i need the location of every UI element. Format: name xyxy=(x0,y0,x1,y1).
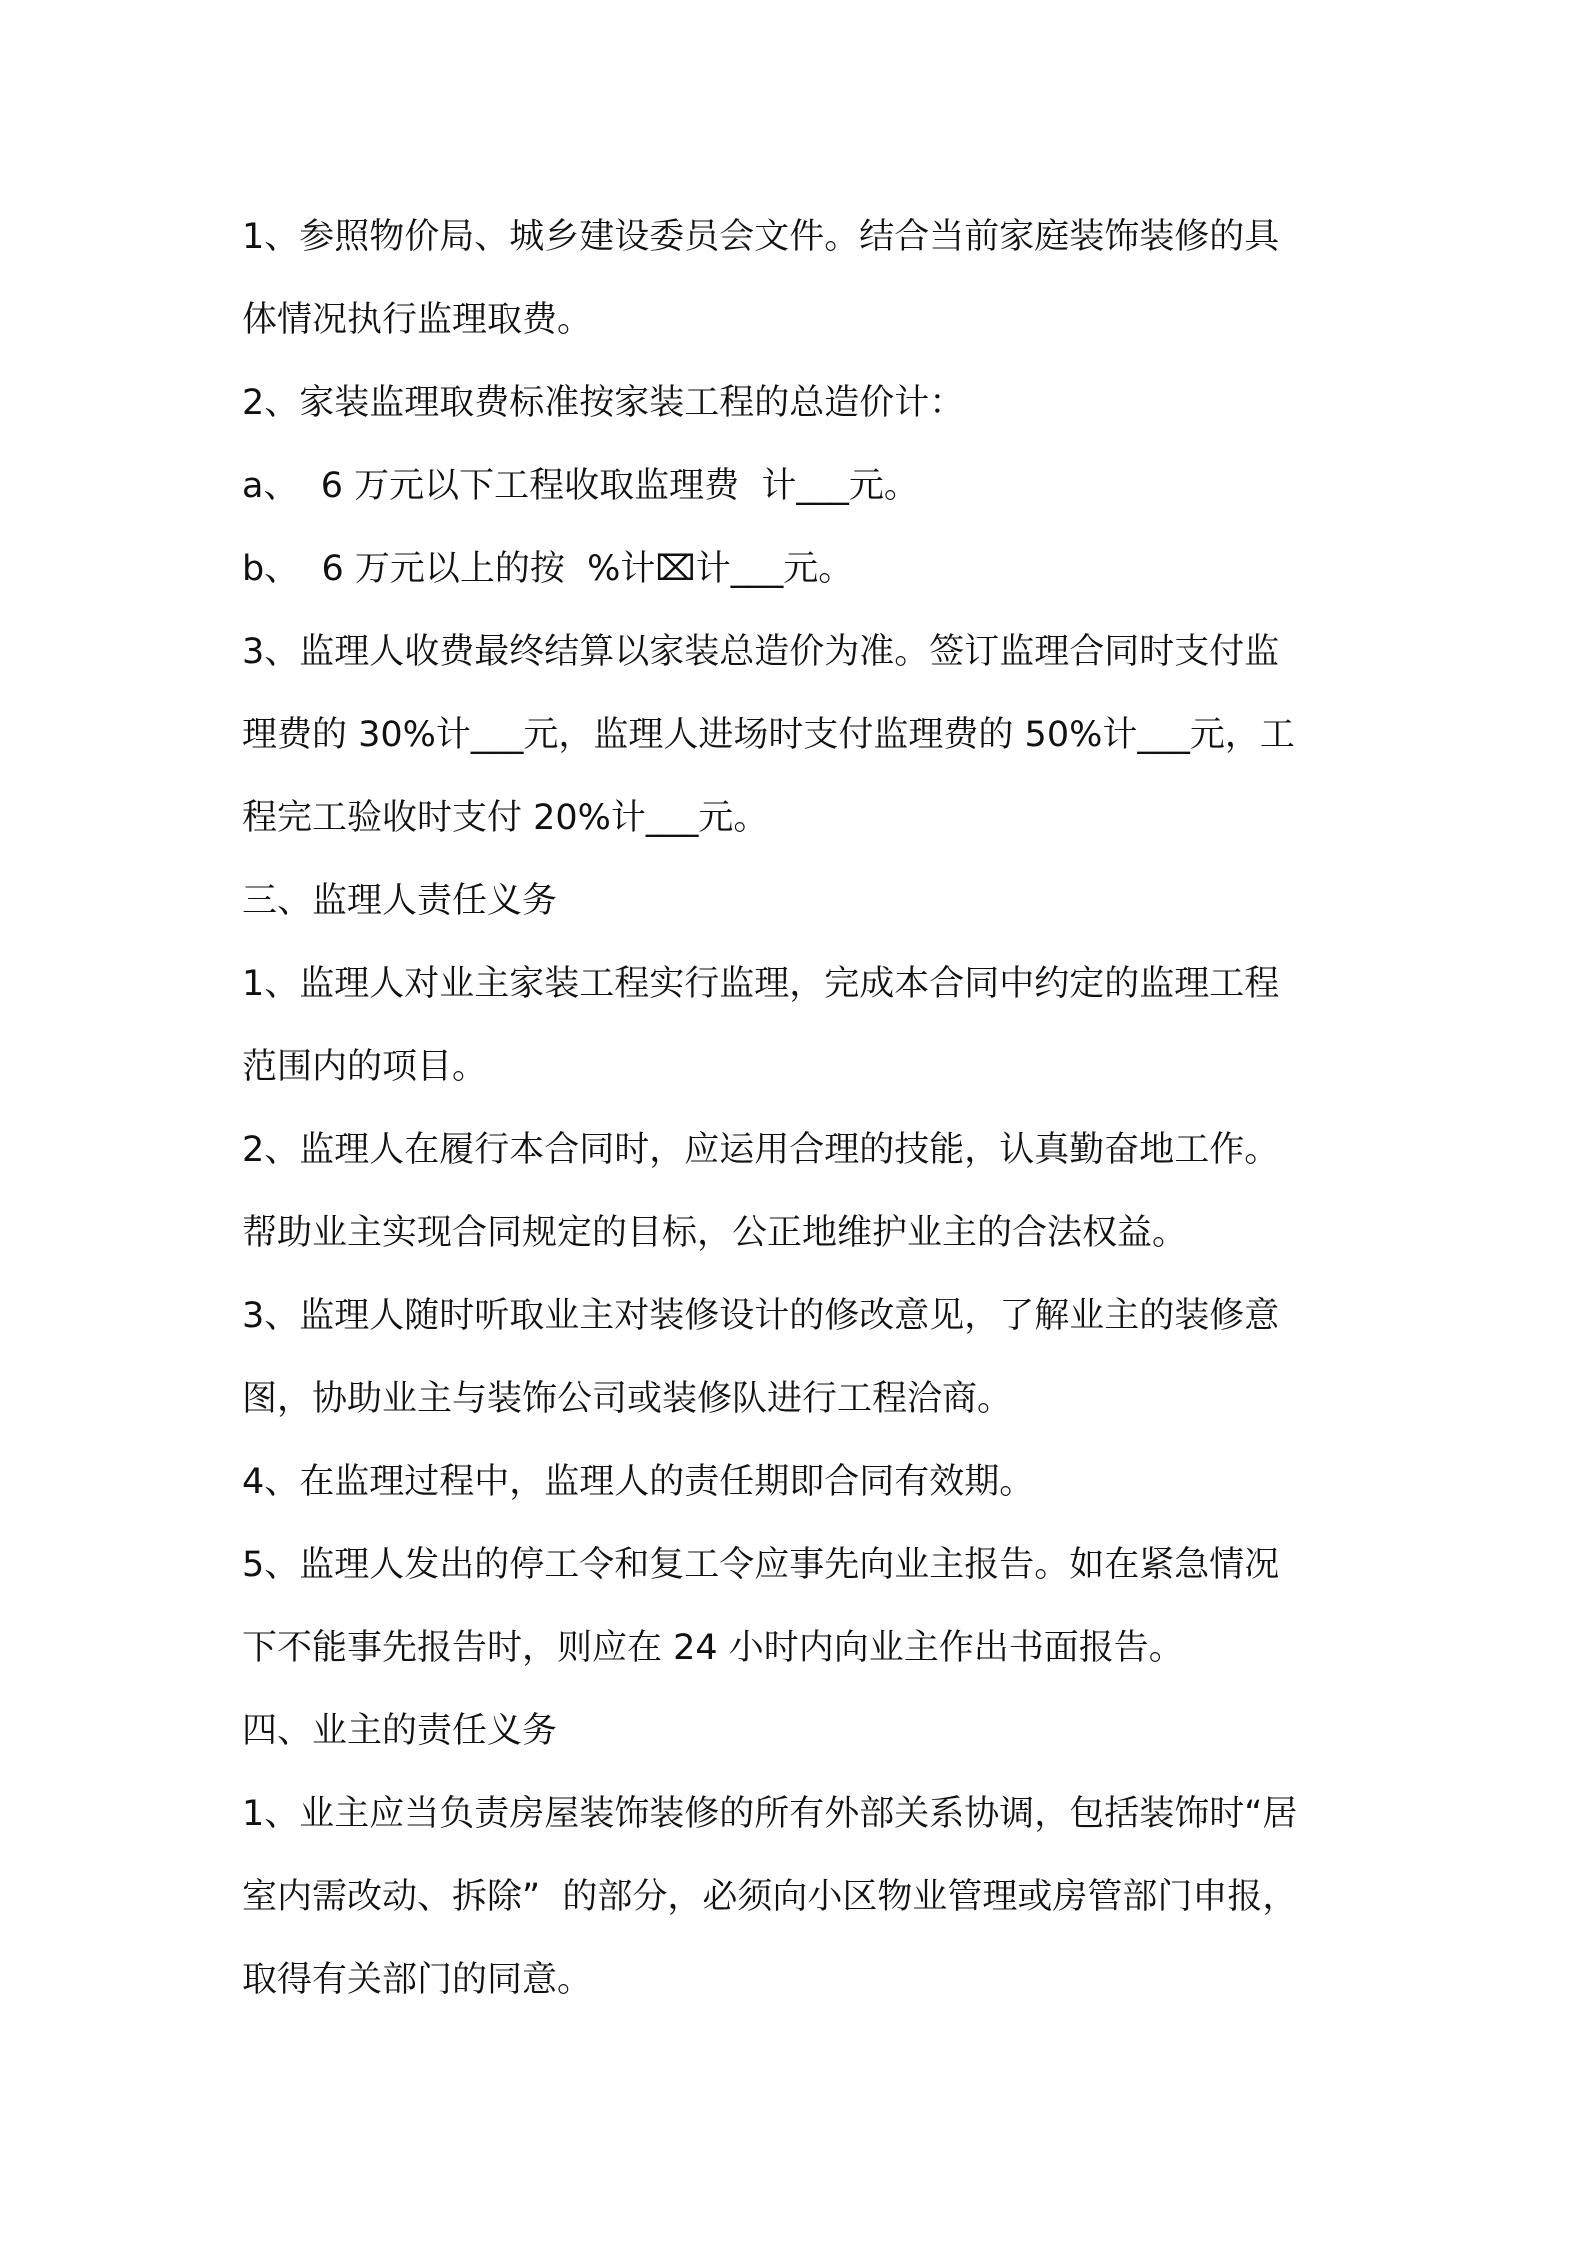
text-line: 2、监理人在履行本合同时，应运用合理的技能，认真勤奋地工作。 xyxy=(242,1130,1280,1170)
section-heading: 四、业主的责任义务 xyxy=(242,1711,558,1751)
text-line: 取得有关部门的同意。 xyxy=(242,1960,593,2000)
text-line: 4、在监理过程中，监理人的责任期即合同有效期。 xyxy=(242,1462,1035,1502)
text-line: 室内需改动、拆除” 的部分，必须向小区物业管理或房管部门申报， xyxy=(242,1877,1298,1917)
text-line: 2、家装监理取费标准按家装工程的总造价计： xyxy=(242,383,965,423)
text-line: a、 6 万元以下工程收取监理费 计___元。 xyxy=(242,466,919,506)
text-line: 5、监理人发出的停工令和复工令应事先向业主报告。如在紧急情况 xyxy=(242,1545,1280,1585)
text-line: b、 6 万元以上的按 %计⌧计___元。 xyxy=(242,549,854,589)
text-line: 1、业主应当负责房屋装饰装修的所有外部关系协调，包括装饰时“居 xyxy=(242,1794,1298,1834)
text-line: 程完工验收时支付 20%计___元。 xyxy=(242,798,769,838)
text-line: 范围内的项目。 xyxy=(242,1047,488,1087)
text-line: 体情况执行监理取费。 xyxy=(242,300,593,340)
text-line: 理费的 30%计___元，监理人进场时支付监理费的 50%计___元，工 xyxy=(242,715,1295,755)
text-line: 1、监理人对业主家装工程实行监理，完成本合同中约定的监理工程 xyxy=(242,964,1280,1004)
text-line: 3、监理人收费最终结算以家装总造价为准。签订监理合同时支付监 xyxy=(242,632,1280,672)
text-line: 1、参照物价局、城乡建设委员会文件。结合当前家庭装饰装修的具 xyxy=(242,217,1280,257)
section-heading: 三、监理人责任义务 xyxy=(242,881,558,921)
document-body xyxy=(242,196,1352,2022)
text-line: 下不能事先报告时，则应在 24 小时内向业主作出书面报告。 xyxy=(242,1628,1184,1668)
text-line: 3、监理人随时听取业主对装修设计的修改意见，了解业主的装修意 xyxy=(242,1296,1280,1336)
text-line: 帮助业主实现合同规定的目标，公正地维护业主的合法权益。 xyxy=(242,1213,1188,1253)
text-line: 图，协助业主与装饰公司或装修队进行工程洽商。 xyxy=(242,1379,1013,1419)
